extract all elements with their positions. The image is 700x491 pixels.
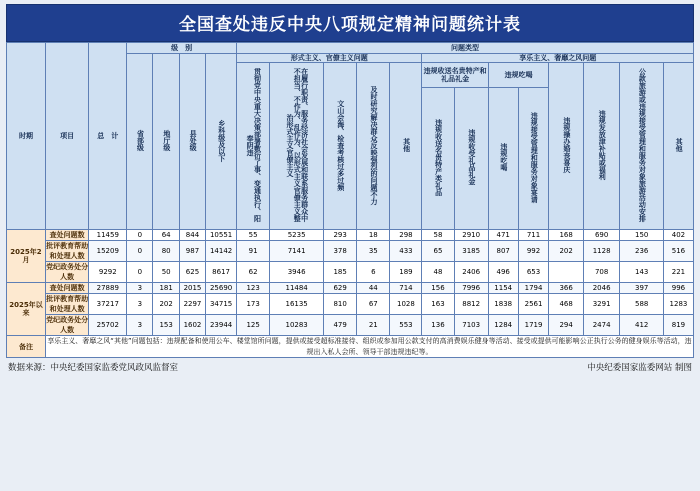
level-value: 25690 (206, 283, 237, 294)
level-value: 153 (153, 315, 179, 336)
formalism-value: 55 (237, 230, 270, 241)
formalism-value: 123 (237, 283, 270, 294)
level-value: 80 (153, 241, 179, 262)
formalism-value: 62 (237, 262, 270, 283)
hedonism-value: 412 (620, 315, 663, 336)
level-value: 2297 (179, 294, 205, 315)
table-row (7, 315, 694, 336)
level-value: 181 (153, 283, 179, 294)
header-formalism-col-4: 其他 (390, 63, 422, 230)
hedonism-value: 3291 (583, 294, 620, 315)
header-hedonism-col-0: 违规收送名贵特产类礼品 (422, 87, 454, 229)
formalism-value: 293 (324, 230, 357, 241)
formalism-value: 44 (357, 283, 390, 294)
header-formalism-col-3: 及时研究解决群众反映强烈的问题不力 (357, 63, 390, 230)
hedonism-value: 143 (620, 262, 663, 283)
hedonism-value: 819 (663, 315, 693, 336)
level-value: 0 (127, 230, 153, 241)
header-hedonism-col-7: 其他 (663, 63, 693, 230)
formalism-value: 6 (357, 262, 390, 283)
hedonism-value: 136 (422, 315, 454, 336)
header-period: 时期 (7, 43, 46, 230)
table-row (7, 294, 694, 315)
item-label: 查处问题数 (45, 230, 88, 241)
header-hedonism-col-5: 违规发放津补贴或福利 (583, 63, 620, 230)
hedonism-value: 471 (488, 230, 518, 241)
total-value: 9292 (89, 262, 127, 283)
header-item: 项目 (45, 43, 88, 230)
note-row (7, 336, 694, 358)
formalism-value: 91 (237, 241, 270, 262)
level-value: 844 (179, 230, 205, 241)
header-hedonism-super-0: 违规收送名贵特产和礼品礼金 (422, 63, 488, 88)
header-level-2: 县处级 (179, 54, 205, 230)
hedonism-value: 2474 (583, 315, 620, 336)
item-label: 查处问题数 (45, 283, 88, 294)
formalism-value: 378 (324, 241, 357, 262)
hedonism-value: 221 (663, 262, 693, 283)
level-value: 10551 (206, 230, 237, 241)
hedonism-value: 496 (488, 262, 518, 283)
level-value: 8617 (206, 262, 237, 283)
table-row (7, 230, 694, 241)
formalism-value: 173 (237, 294, 270, 315)
header-hedonism-col-3: 违规接受管理和服务对象宴请 (518, 87, 549, 229)
hedonism-value: 58 (422, 230, 454, 241)
level-value: 987 (179, 241, 205, 262)
item-label: 党纪政务处分人数 (46, 316, 89, 335)
hedonism-value: 202 (549, 241, 583, 262)
table-row (7, 262, 694, 283)
formalism-value: 629 (324, 283, 357, 294)
header-hedonism-col-4: 违规操办婚丧喜庆 (549, 63, 583, 230)
formalism-value: 35 (357, 241, 390, 262)
hedonism-value: 163 (422, 294, 454, 315)
hedonism-value: 708 (583, 262, 620, 283)
hedonism-value: 588 (620, 294, 663, 315)
hedonism-value: 156 (422, 283, 454, 294)
data-source: 数据来源：中央纪委国家监委党风政风监督室 (8, 363, 179, 374)
hedonism-value: 1284 (488, 315, 518, 336)
page-title: 全国查处违反中央八项规定精神问题统计表 (6, 4, 694, 42)
hedonism-value: 996 (663, 283, 693, 294)
level-value: 3 (127, 283, 153, 294)
level-value: 23944 (206, 315, 237, 336)
header-problem-group: 问题类型 (237, 43, 694, 54)
hedonism-value: 402 (663, 230, 693, 241)
header-level-group: 级 别 (127, 43, 237, 54)
hedonism-value: 1128 (583, 241, 620, 262)
hedonism-value: 992 (518, 241, 549, 262)
hedonism-value (549, 262, 583, 283)
level-value: 202 (153, 294, 179, 315)
total-value: 25702 (89, 315, 127, 336)
level-value: 3 (127, 315, 153, 336)
hedonism-value: 711 (518, 230, 549, 241)
header-hedonism-col-2: 违规吃喝 (488, 87, 518, 229)
header-level-3: 乡科级及以下 (206, 54, 237, 230)
item-label: 党纪政务处分人数 (46, 263, 89, 282)
note-text: 享乐主义、奢靡之风“其他”问题包括：违规配备和使用公车、楼堂馆所问题，提供或接受超标准接待、组织或参加用公款支付的高消费娱乐健身等活动、接受或提供可能影响公正执行公务的健身娱乐等活动，违规出入私人会所、领导干部违规违纪等。 (47, 337, 692, 356)
hedonism-value: 8812 (454, 294, 488, 315)
header-total: 总 计 (89, 43, 127, 230)
total-value: 15209 (89, 241, 127, 262)
hedonism-value: 3185 (454, 241, 488, 262)
formalism-value: 3946 (270, 262, 324, 283)
formalism-value: 5235 (270, 230, 324, 241)
header-hedonism-col-1: 违规收受礼品礼金 (454, 87, 488, 229)
level-value: 34715 (206, 294, 237, 315)
header-hedonism-super-1: 违规吃喝 (488, 63, 549, 88)
note-label: 备注 (7, 336, 46, 358)
hedonism-value: 65 (422, 241, 454, 262)
header-formalism-col-2: 文山会海、检查考核过多过频 (324, 63, 357, 230)
level-value: 14142 (206, 241, 237, 262)
hedonism-value: 7996 (454, 283, 488, 294)
formalism-value: 21 (357, 315, 390, 336)
header-hedonism-group: 享乐主义、奢靡之风问题 (422, 54, 694, 63)
hedonism-value: 2046 (583, 283, 620, 294)
header-formalism-col-1: 在履行职责、服务经济社会发展和联系服务群众中不担当、不作为、乱作为、以形式主义官僚主义整治形式主义官僚主义 (270, 63, 324, 230)
level-value: 64 (153, 230, 179, 241)
formalism-value: 189 (390, 262, 422, 283)
hedonism-value: 807 (488, 241, 518, 262)
hedonism-value: 516 (663, 241, 693, 262)
item-label: 批评教育帮助和处理人数 (46, 295, 89, 314)
hedonism-value: 366 (549, 283, 583, 294)
hedonism-value: 236 (620, 241, 663, 262)
hedonism-value: 1794 (518, 283, 549, 294)
header-formalism-group: 形式主义、官僚主义问题 (237, 54, 422, 63)
hedonism-value: 690 (583, 230, 620, 241)
formalism-value: 553 (390, 315, 422, 336)
header-level-1: 地厅级 (153, 54, 179, 230)
level-value: 0 (127, 262, 153, 283)
footer (6, 358, 694, 373)
hedonism-value: 397 (620, 283, 663, 294)
formalism-value: 7141 (270, 241, 324, 262)
hedonism-value: 2561 (518, 294, 549, 315)
level-value: 2015 (179, 283, 205, 294)
total-value: 11459 (89, 230, 127, 241)
header-formalism-col-0: 贯彻党中央重大决策部署敷衍了事、变通执行、阳奉阴违 (237, 63, 270, 230)
formalism-value: 10283 (270, 315, 324, 336)
formalism-value: 11484 (270, 283, 324, 294)
hedonism-value: 1154 (488, 283, 518, 294)
hedonism-value: 1719 (518, 315, 549, 336)
hedonism-value: 48 (422, 262, 454, 283)
hedonism-value: 1283 (663, 294, 693, 315)
header-row-1 (7, 43, 694, 54)
formalism-value: 185 (324, 262, 357, 283)
header-hedonism-col-6: 公款旅游或违规接受管理和服务对象旅游活动安排 (620, 63, 663, 230)
hedonism-value: 653 (518, 262, 549, 283)
total-value: 37217 (89, 294, 127, 315)
level-value: 625 (179, 262, 205, 283)
level-value: 50 (153, 262, 179, 283)
hedonism-value: 150 (620, 230, 663, 241)
formalism-value: 16135 (270, 294, 324, 315)
header-level-0: 省部级 (127, 54, 153, 230)
formalism-value: 1028 (390, 294, 422, 315)
hedonism-value: 468 (549, 294, 583, 315)
hedonism-value: 2406 (454, 262, 488, 283)
formalism-value: 714 (390, 283, 422, 294)
formalism-value: 125 (237, 315, 270, 336)
formalism-value: 479 (324, 315, 357, 336)
table-row (7, 283, 694, 294)
item-label: 批评教育帮助和处理人数 (46, 242, 89, 261)
hedonism-value: 168 (549, 230, 583, 241)
formalism-value: 67 (357, 294, 390, 315)
level-value: 0 (127, 241, 153, 262)
total-value: 27889 (89, 283, 127, 294)
period-cell-0: 2025年2月 (7, 230, 46, 283)
hedonism-value: 7103 (454, 315, 488, 336)
formalism-value: 298 (390, 230, 422, 241)
hedonism-value: 294 (549, 315, 583, 336)
table-row (7, 241, 694, 262)
formalism-value: 810 (324, 294, 357, 315)
formalism-value: 18 (357, 230, 390, 241)
formalism-value: 433 (390, 241, 422, 262)
level-value: 1602 (179, 315, 205, 336)
credit: 中央纪委国家监委网站 制图 (587, 363, 692, 374)
period-cell-1: 2025年以来 (7, 283, 46, 336)
level-value: 3 (127, 294, 153, 315)
statistics-table (6, 42, 694, 358)
hedonism-value: 2910 (454, 230, 488, 241)
hedonism-value: 1838 (488, 294, 518, 315)
